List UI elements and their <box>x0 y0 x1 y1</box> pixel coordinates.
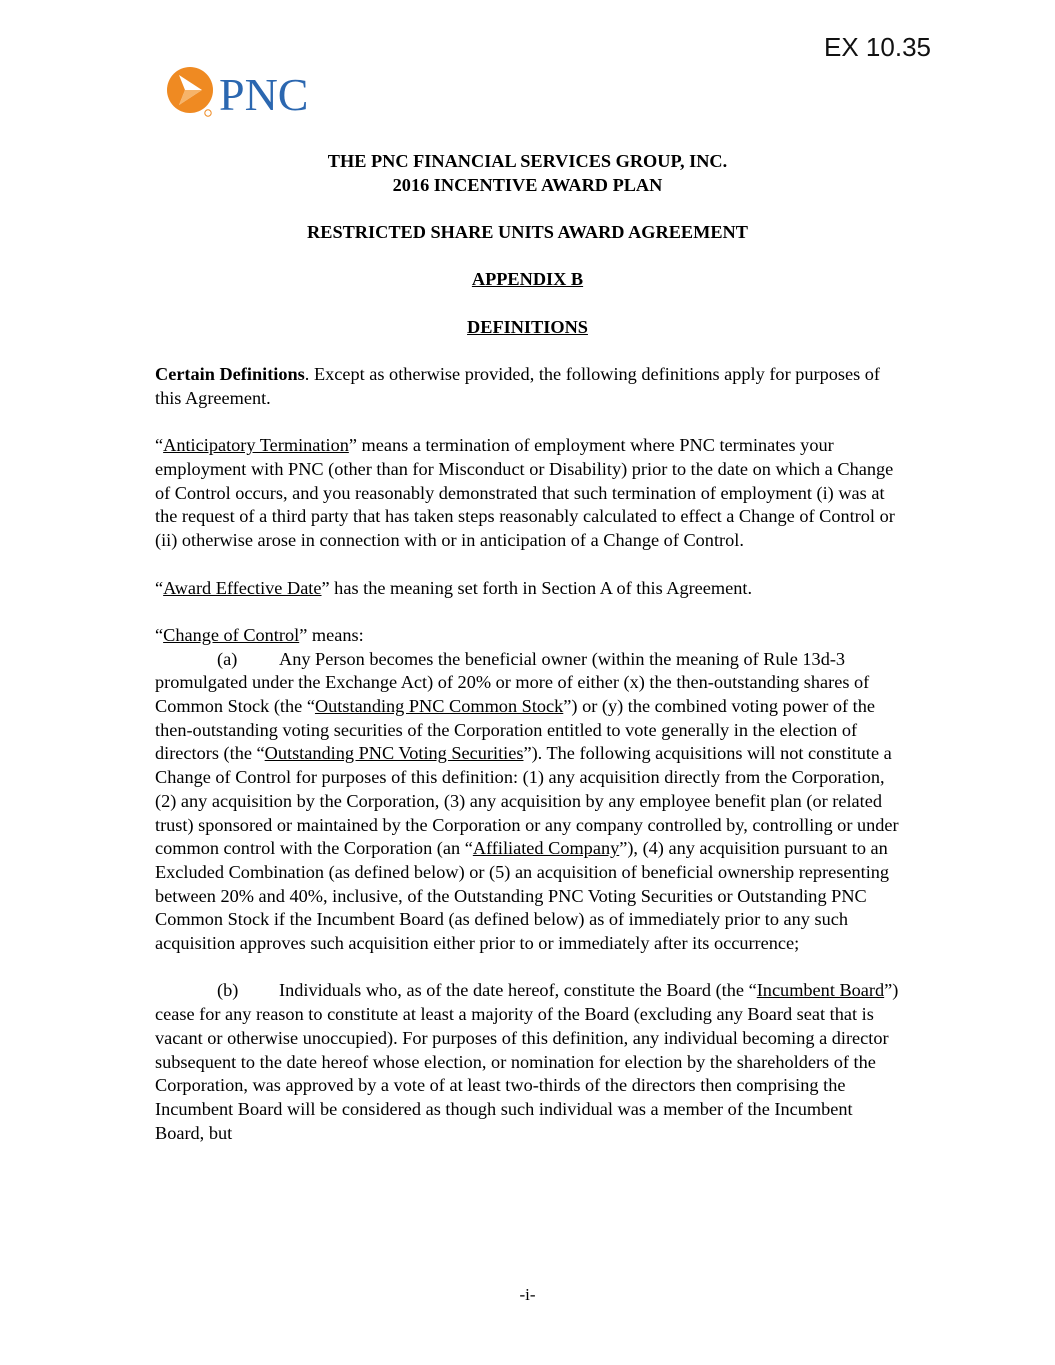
heading-company: THE PNC FINANCIAL SERVICES GROUP, INC. <box>327 151 728 171</box>
heading-definitions: DEFINITIONS <box>467 316 588 337</box>
heading-appendix: APPENDIX B <box>471 269 584 290</box>
definition-text: ” means a termination of employment where PNC terminates your employment with PNC (other than for Misconduct or Disability) prior to the date on which a Change of Control occurs, and you reasonably demonstrated that such termination of employment (i) was at the request of a third party that has taken steps reasonably calculated to effect a Change of Control or (ii) otherwise arose in connection with or in anticipation of a Change of Control. <box>155 435 895 551</box>
quote-open: “ <box>155 577 164 598</box>
quote-open: “ <box>155 435 164 456</box>
pnc-logo-icon <box>165 66 340 120</box>
term-anticipatory-termination: Anticipatory Termination <box>163 435 349 456</box>
clause-b <box>155 979 900 1145</box>
term-outstanding-voting-securities: Outstanding PNC Voting Securities <box>264 743 524 764</box>
definition-text: ” means: <box>299 624 364 645</box>
definition-anticipatory-termination <box>155 434 900 553</box>
clause-b-text: ”) cease for any reason to constitute at least a majority of the Board (excluding any Board seat that is vacant or otherwise unoccupied). For purposes of this definition, any individual becoming a director subsequent to the date hereof whose election, or nomination for election by the shareholders of the Corporation, was approved by a vote of at least two-thirds of the directors then comprising the Incumbent Board will be considered as though such individual was a member of the Incumbent Board, but <box>155 980 899 1143</box>
term-change-of-control: Change of Control <box>163 624 300 645</box>
term-award-effective-date: Award Effective Date <box>163 577 322 598</box>
clause-a-text: ”) or (y) the combined voting power of the then-outstanding voting securities of the Corporation entitled to vote generally in the election of directors (the “ <box>155 696 875 764</box>
clause-a-text: Any Person becomes the beneficial owner (within the meaning of Rule 13d-3 promulgated under the Exchange Act) of 20% or more of either (x) the then-outstanding shares of Common Stock (the “ <box>155 648 870 717</box>
intro-paragraph <box>155 363 900 410</box>
clause-b-label: (b) <box>217 980 239 1001</box>
term-incumbent-board: Incumbent Board <box>756 980 885 1001</box>
quote-open: “ <box>155 624 164 645</box>
intro-text: . Except as otherwise provided, the following definitions apply for purposes of this Agreement. <box>155 364 881 408</box>
clause-a-label: (a) <box>217 648 238 669</box>
page-number: -i- <box>519 1285 536 1304</box>
intro-bold: Certain Definitions <box>155 364 305 385</box>
term-affiliated-company: Affiliated Company <box>472 838 620 859</box>
clause-a-text: ”), (4) any acquisition pursuant to an Excluded Combination (as defined below) or (5) an acquisition of beneficial ownership representing between 20% and 40%, inclusive, of the Outstanding PNC Voting Securities or Outstanding PNC Common Stock if the Incumbent Board (as defined below) as of immediately prior to any such acquisition approves such acquisition either prior to or immediately after its occurrence; <box>155 838 890 954</box>
pnc-logo-text: PNC <box>219 69 309 120</box>
exhibit-label: EX 10.35 <box>824 32 931 62</box>
document-body <box>155 150 900 1145</box>
definition-text: ” has the meaning set forth in Section A of this Agreement. <box>321 577 753 598</box>
pnc-logo <box>165 66 340 120</box>
clause-a <box>155 648 900 956</box>
clause-b-text: Individuals who, as of the date hereof, constitute the Board (the “ <box>279 980 757 1001</box>
term-outstanding-common-stock: Outstanding PNC Common Stock <box>314 696 564 717</box>
clause-a-text: ”). The following acquisitions will not constitute a Change of Control for purposes of this definition: (1) any acquisition directly from the Corporation, (2) any acquisition by the Corporation, (3) any acquisition by any employee benefit plan (or related trust) sponsored or maintained by the Corporation or any company controlled by, controlling or under common control with the Corporation (an “ <box>155 743 899 859</box>
definition-change-of-control <box>155 624 900 648</box>
definition-award-effective-date <box>155 577 900 601</box>
heading-plan: 2016 INCENTIVE AWARD PLAN <box>392 174 663 195</box>
heading-agreement: RESTRICTED SHARE UNITS AWARD AGREEMENT <box>307 222 748 243</box>
